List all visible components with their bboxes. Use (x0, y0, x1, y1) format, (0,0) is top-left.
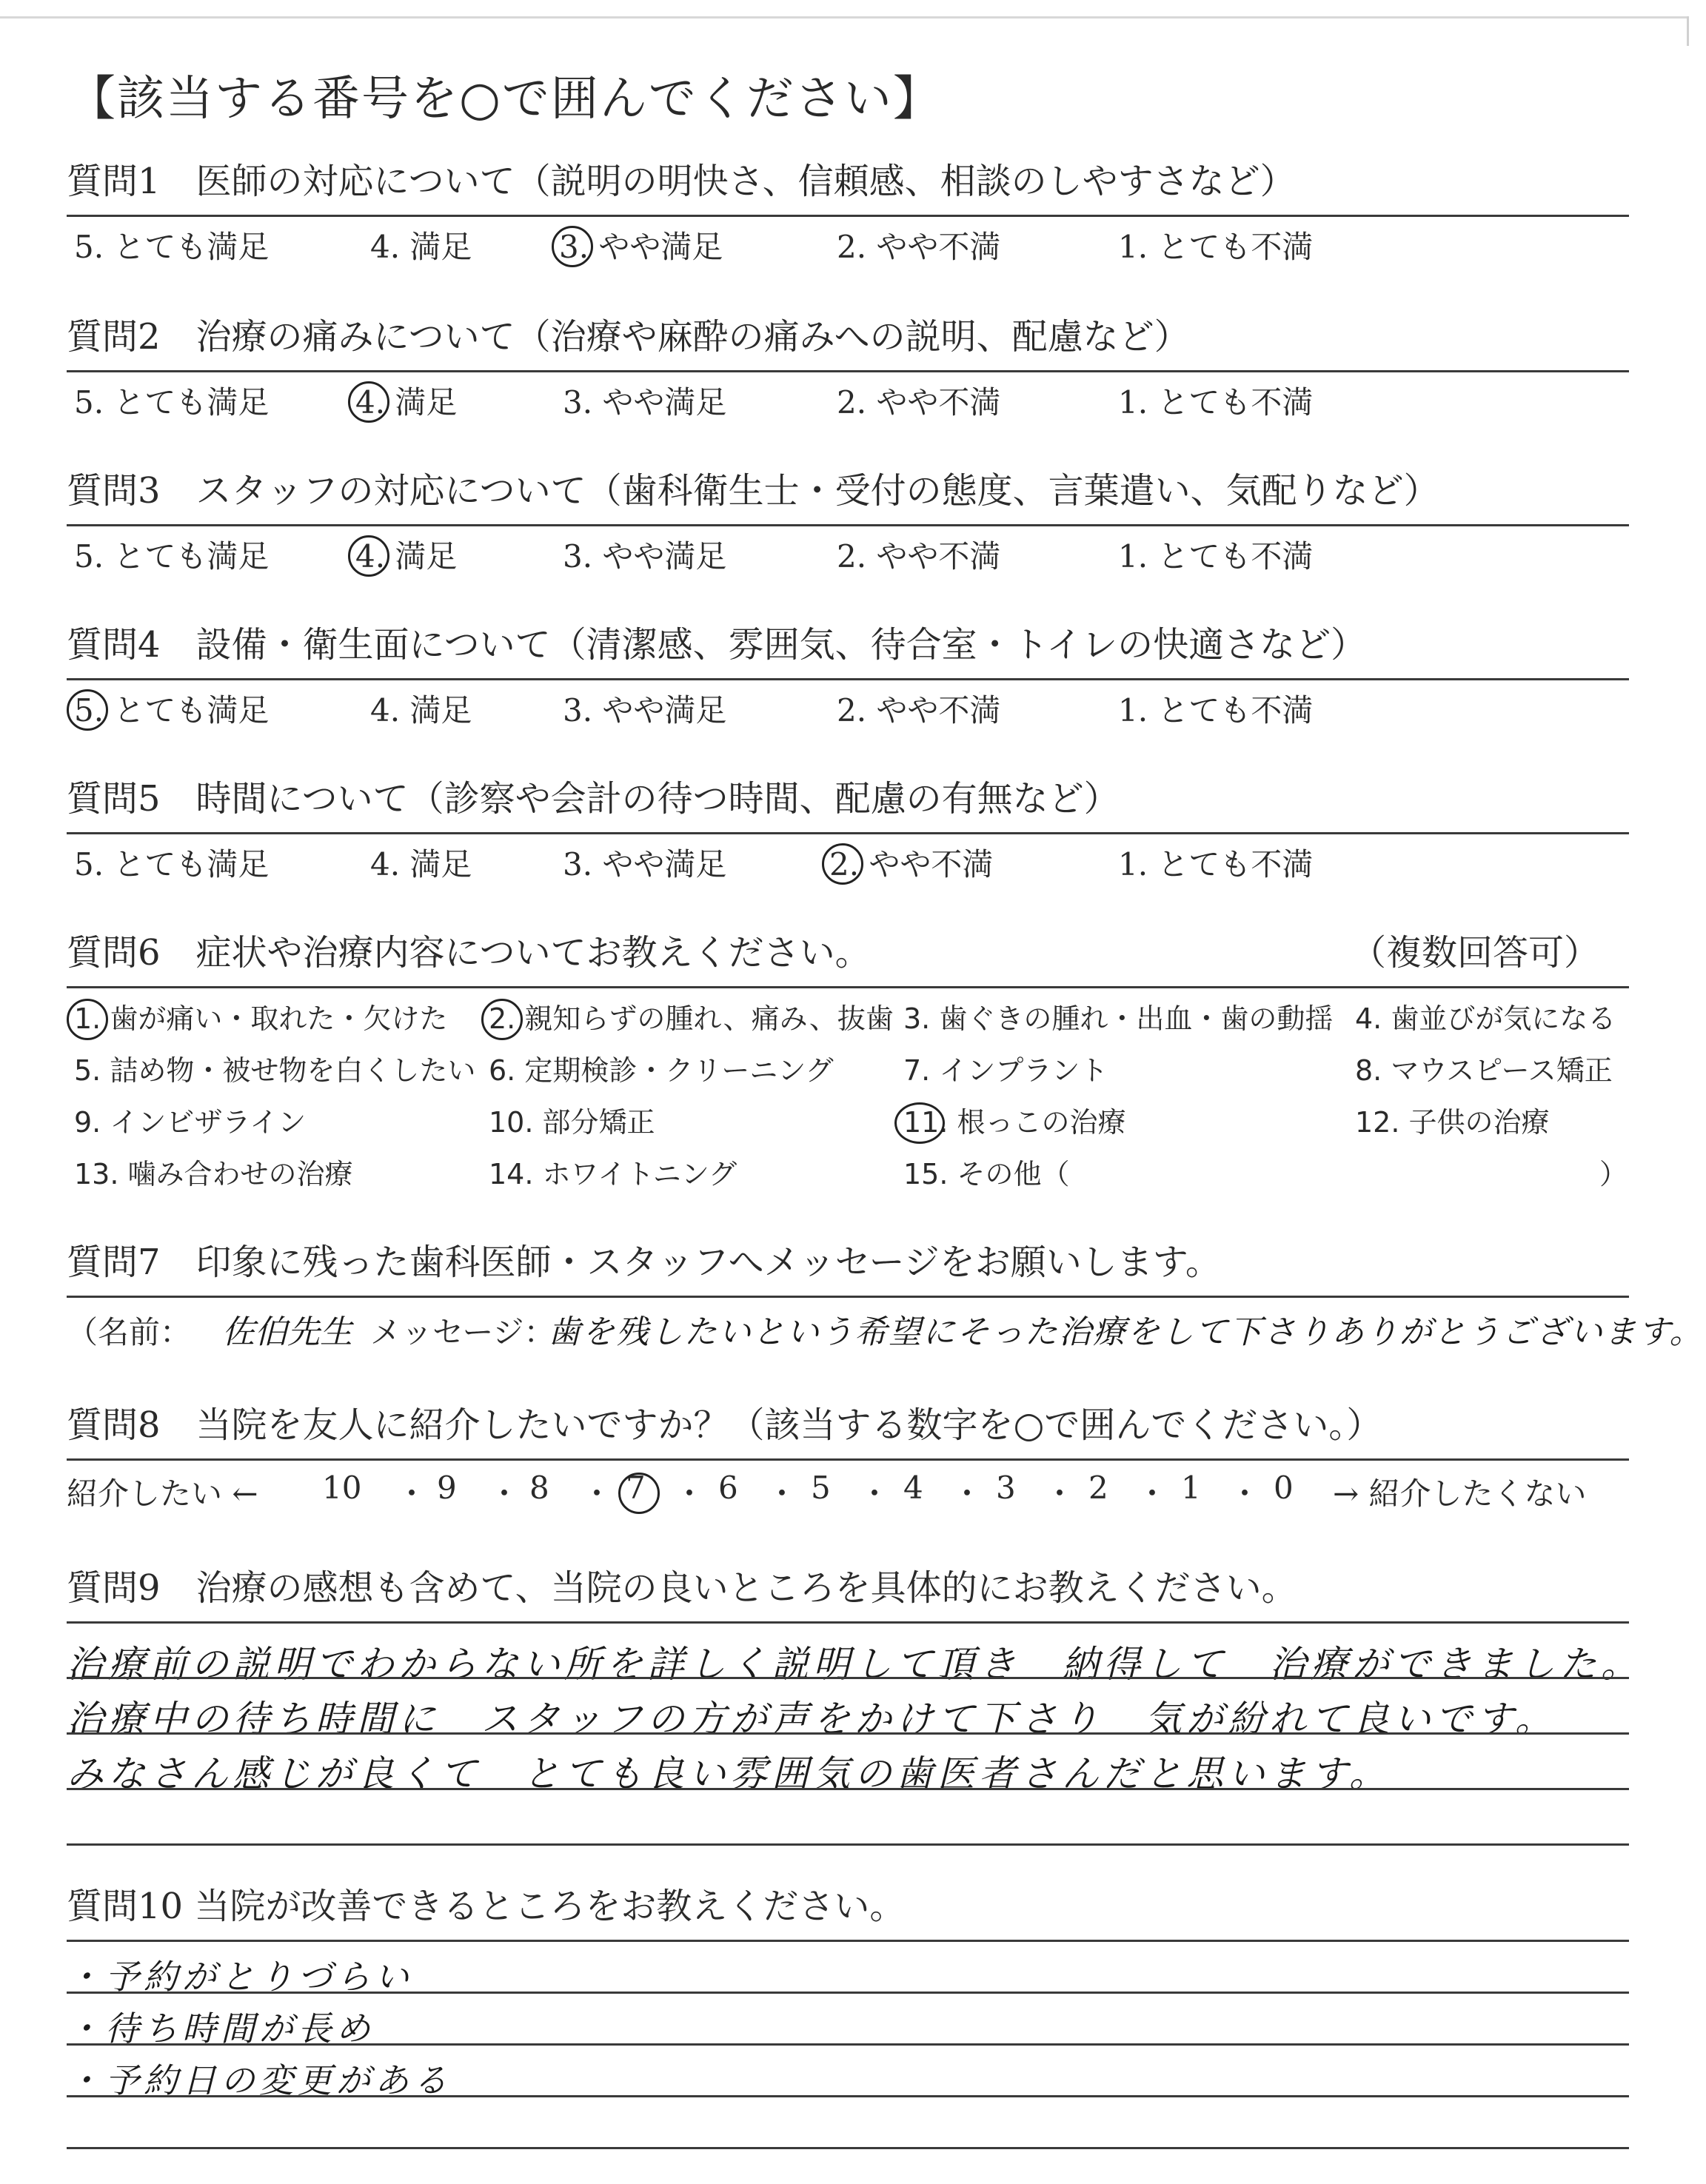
scale-right-label: → 紹介したくない (1333, 1475, 1587, 1512)
symptom-13[interactable]: 13. 噛み合わせの治療 (74, 1158, 353, 1190)
question-6-options (67, 988, 1629, 1203)
name-label: （名前： (67, 1314, 192, 1350)
recommend-scale (67, 1461, 1629, 1520)
option-1[interactable]: 1. とても不満 (1118, 846, 1314, 882)
question-9-title: 質問9 治療の感想も含めて、当院の良いところを具体的にお教えください。 (67, 1567, 1297, 1609)
symptom-6[interactable]: 6. 定期検診・クリーニング (489, 1054, 834, 1087)
symptom-7[interactable]: 7. インプラント (903, 1054, 1108, 1087)
comment-line-1[interactable]: 治療前の説明でわからない所を詳しく説明して頂き 納得して 治療ができました。 (67, 1643, 1642, 1686)
question-7-title: 質問7 印象に残った歯科医師・スタッフへメッセージをお願いします。 (67, 1242, 1221, 1283)
scale-8[interactable]: 8 (529, 1470, 549, 1506)
comment-line-3[interactable]: みなさん感じが良くて とても良い雰囲気の歯医者さんだと思います。 (67, 1752, 1391, 1795)
symptom-12[interactable]: 12. 子供の治療 (1355, 1106, 1550, 1139)
ruled-line (67, 1940, 1629, 1942)
symptom-11-circled[interactable]: 11. 根っこの治療 (903, 1099, 1126, 1140)
symptom-10[interactable]: 10. 部分矯正 (489, 1106, 655, 1139)
scale-dot: ・ (674, 1475, 706, 1512)
question-6 (67, 927, 1629, 1203)
question-4-options (67, 680, 1629, 732)
option-4[interactable]: 4. 満足 (370, 692, 472, 728)
option-4[interactable]: 4. 満足 (370, 229, 472, 265)
ruled-line (67, 1677, 1629, 1679)
scale-left-label: 紹介したい ← (67, 1475, 258, 1512)
comment-lines (67, 1614, 1642, 1910)
name-value[interactable]: 佐伯先生 (222, 1313, 352, 1351)
question-8-title: 質問8 当院を友人に紹介したいですか？（該当する数字を○で囲んでください。） (67, 1404, 1382, 1446)
scale-6[interactable]: 6 (718, 1470, 738, 1506)
improvement-lines (67, 1932, 1629, 2184)
question-10 (67, 1880, 1629, 2184)
other-close-paren: ） (1599, 1158, 1628, 1190)
option-3[interactable]: 3. やや満足 (563, 692, 727, 728)
option-2[interactable]: 2. やや不満 (837, 692, 1001, 728)
ruled-line (67, 2043, 1629, 2046)
symptom-8[interactable]: 8. マウスピース矯正 (1355, 1054, 1613, 1087)
message-value[interactable]: 歯を残したいという希望にそった治療をして下さりありがとうございます。 (548, 1313, 1704, 1351)
option-2[interactable]: 2. やや不満 (837, 229, 1001, 265)
question-7 (67, 1236, 1704, 1364)
ruled-line (67, 1732, 1629, 1735)
question-6-title-row (67, 927, 1629, 979)
ruled-line (67, 2095, 1629, 2097)
option-5[interactable]: 5. とても満足 (74, 538, 270, 575)
question-2-options (67, 372, 1629, 424)
scale-dot: ・ (581, 1475, 613, 1512)
scale-dot: ・ (1229, 1475, 1261, 1512)
question-5 (67, 773, 1629, 886)
question-6-title: 質問6 症状や治療内容についてお教えください。 (67, 932, 871, 974)
option-4-circled[interactable]: 4. 満足 (355, 532, 457, 577)
scale-1[interactable]: 1 (1181, 1470, 1201, 1506)
symptom-14[interactable]: 14. ホワイトニング (489, 1158, 737, 1190)
option-4-circled[interactable]: 4. 満足 (355, 378, 457, 423)
option-1[interactable]: 1. とても不満 (1118, 229, 1314, 265)
question-5-title: 質問5 時間について（診察や会計の待つ時間、配慮の有無など） (67, 778, 1120, 820)
symptom-4[interactable]: 4. 歯並びが気になる (1355, 1002, 1616, 1035)
option-2-circled[interactable]: 2. やや不満 (829, 840, 993, 885)
option-3[interactable]: 3. やや満足 (563, 538, 727, 575)
scale-2[interactable]: 2 (1088, 1470, 1108, 1506)
option-5[interactable]: 5. とても満足 (74, 229, 270, 265)
scale-5[interactable]: 5 (811, 1470, 831, 1506)
question-1-options (67, 217, 1629, 269)
option-1[interactable]: 1. とても不満 (1118, 538, 1314, 575)
improvement-line-1[interactable]: ・予約がとりづらい (67, 1957, 413, 1997)
scale-4[interactable]: 4 (903, 1470, 923, 1506)
improvement-line-3[interactable]: ・予約日の変更がある (67, 2060, 452, 2100)
question-9 (67, 1562, 1642, 1910)
question-1-title: 質問1 医師の対応について（説明の明快さ、信頼感、相談のしやすさなど） (67, 161, 1296, 202)
option-5[interactable]: 5. とても満足 (74, 846, 270, 882)
question-2 (67, 311, 1629, 424)
scale-dot: ・ (951, 1475, 983, 1512)
scale-dot: ・ (766, 1475, 798, 1512)
scale-7-circled[interactable]: 7 (626, 1470, 646, 1506)
multiple-answer-note: （複数回答可） (1350, 932, 1599, 974)
question-1 (67, 155, 1629, 269)
symptom-5[interactable]: 5. 詰め物・被せ物を白くしたい (74, 1054, 476, 1087)
form-header: 【該当する番号を○で囲んでください】 (68, 72, 942, 127)
option-4[interactable]: 4. 満足 (370, 846, 472, 882)
option-3[interactable]: 3. やや満足 (563, 384, 727, 421)
question-2-title: 質問2 治療の痛みについて（治療や麻酔の痛みへの説明、配慮など） (67, 316, 1190, 358)
message-label: メッセージ： (370, 1314, 555, 1350)
scale-dot: ・ (396, 1475, 428, 1512)
option-5[interactable]: 5. とても満足 (74, 384, 270, 421)
scan-edge-right (1687, 16, 1689, 46)
scale-dot: ・ (489, 1475, 521, 1512)
symptom-15[interactable]: 15. その他（ (903, 1158, 1070, 1190)
scale-0[interactable]: 0 (1274, 1470, 1294, 1506)
ruled-line (67, 2147, 1629, 2149)
scale-dot: ・ (859, 1475, 891, 1512)
option-1[interactable]: 1. とても不満 (1118, 384, 1314, 421)
question-4-title: 質問4 設備・衛生面について（清潔感、雰囲気、待合室・トイレの快適さなど） (67, 624, 1367, 666)
question-3 (67, 465, 1629, 578)
question-10-title: 質問10 当院が改善できるところをお教えください。 (67, 1886, 906, 1927)
symptom-3[interactable]: 3. 歯ぐきの腫れ・出血・歯の動揺 (903, 1002, 1334, 1035)
option-3-circled[interactable]: 3. やや満足 (559, 223, 723, 267)
ruled-line (67, 1788, 1629, 1790)
ruled-line (67, 1992, 1629, 1994)
question-3-title: 質問3 スタッフの対応について（歯科衛生士・受付の態度、言葉遣い、気配りなど） (67, 470, 1439, 512)
question-5-options (67, 834, 1629, 886)
ruled-line (67, 1843, 1629, 1846)
question-8 (67, 1399, 1629, 1520)
ruled-line (67, 1621, 1629, 1624)
symptom-1-circled[interactable]: 1. 歯が痛い・取れた・欠けた (74, 996, 447, 1036)
symptom-9[interactable]: 9. インビザライン (74, 1106, 307, 1139)
scale-dot: ・ (1137, 1475, 1168, 1512)
improvement-line-2[interactable]: ・待ち時間が長め (67, 2009, 375, 2049)
scale-3[interactable]: 3 (996, 1470, 1016, 1506)
scale-10[interactable]: 10 (322, 1470, 362, 1506)
option-3[interactable]: 3. やや満足 (563, 846, 727, 882)
symptom-2-circled[interactable]: 2. 親知らずの腫れ、痛み、抜歯 (489, 996, 894, 1036)
option-2[interactable]: 2. やや不満 (837, 384, 1001, 421)
option-1[interactable]: 1. とても不満 (1118, 692, 1314, 728)
comment-line-2[interactable]: 治療中の待ち時間に スタッフの方が声をかけて下さり 気が紛れて良いです。 (67, 1698, 1556, 1741)
message-row (67, 1298, 1704, 1364)
question-4 (67, 619, 1629, 732)
scale-9[interactable]: 9 (437, 1470, 457, 1506)
scan-edge (0, 16, 1688, 19)
option-5-circled[interactable]: 5. とても満足 (74, 686, 269, 731)
question-3-options (67, 526, 1629, 578)
scale-dot: ・ (1044, 1475, 1076, 1512)
option-2[interactable]: 2. やや不満 (837, 538, 1001, 575)
